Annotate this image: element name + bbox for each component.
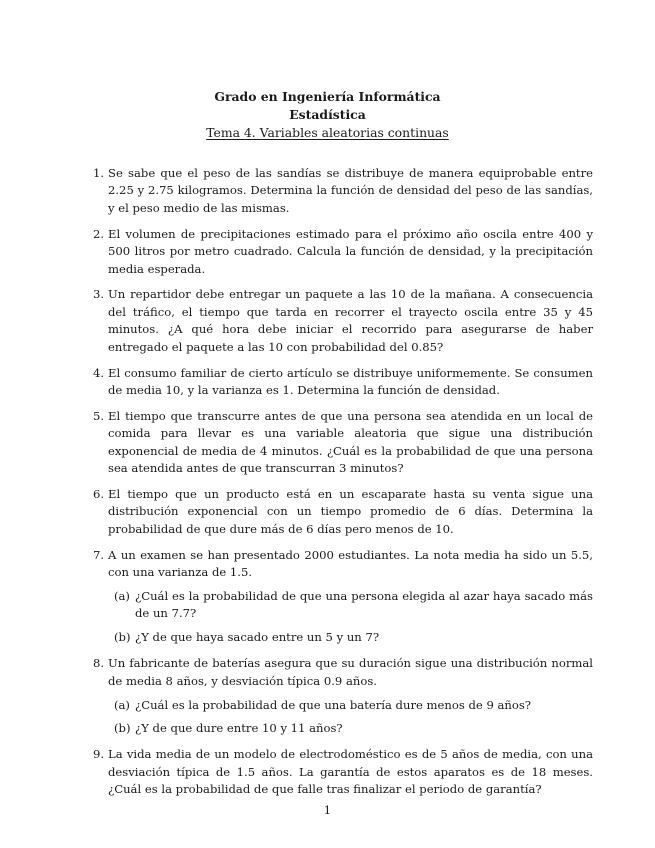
problem-text: El consumo familiar de cierto artículo se distribuye uniformemente. Se consumen de media 10, y la varianza es 1. Determina la función de densidad. [108, 365, 593, 397]
document-header [0, 88, 655, 142]
problem-number: 4. [92, 365, 104, 380]
subproblem-7a [108, 588, 593, 623]
problem-text: El volumen de precipitaciones estimado para el próximo año oscila entre 400 y 500 litros por metro cuadrado. Calcula la función de densidad, y la precipitación media esperada. [108, 226, 593, 276]
problem-text: A un examen se han presentado 2000 estudiantes. La nota media ha sido un 5.5, con una varianza de 1.5. [108, 547, 593, 580]
problem-text: Un fabricante de baterías asegura que su duración sigue una distribución normal de media 8 años, y desviación típica 0.9 años. [108, 656, 593, 688]
problem-8 [90, 655, 593, 738]
problem-number: 9. [92, 747, 104, 762]
problem-number: 7. [92, 547, 104, 562]
problem-5 [90, 408, 593, 478]
problem-text: El tiempo que transcurre antes de que una persona sea atendida en un local de comida para llevar es una variable aleatoria que sigue una distribución exponencial de media de 4 minutos. ¿Cuál es la probabilidad de que una persona sea atendida antes de que transcurran 3 minutos? [108, 408, 593, 476]
problem-number: 1. [92, 166, 104, 180]
topic-title: Tema 4. Variables aleatorias continuas [206, 125, 449, 140]
problem-list [90, 165, 593, 807]
problem-text: La vida media de un modelo de electrodoméstico es de 5 años de media, con una desviación típica de 1.5 años. La garantía de estos aparatos es de 18 meses. ¿Cuál es la probabilidad de que falle tras finalizar el periodo de garantía? [108, 747, 593, 797]
problem-text: El tiempo que un producto está en un escaparate hasta su venta sigue una distribución exponencial con un tiempo promedio de 6 días. Determina la probabilidad de que dure más de 6 días pero menos de 10. [108, 487, 593, 536]
subproblem-label: (a) [114, 589, 130, 604]
subproblem-8a [108, 697, 593, 714]
subproblem-7b [108, 629, 593, 646]
subproblem-text: ¿Y de que haya sacado entre un 5 y un 7? [135, 630, 380, 645]
subproblem-label: (b) [114, 721, 131, 736]
problem-1 [90, 165, 593, 217]
course-title: Estadística [289, 107, 366, 122]
problem-6 [90, 486, 593, 538]
problem-text: Un repartidor debe entregar un paquete a las 10 de la mañana. A consecuencia del tráfico, el tiempo que tarda en recorrer el trayecto oscila entre 35 y 45 minutos. ¿A qué hora debe iniciar el recorrido para asegurarse de haber entregado el paquete a las 10 con probabilidad del 0.85? [108, 287, 593, 354]
problem-4 [90, 365, 593, 400]
problem-number: 5. [92, 408, 104, 423]
problem-number: 3. [92, 287, 104, 302]
subproblem-text: ¿Cuál es la probabilidad de que una persona elegida al azar haya sacado más de un 7.7? [135, 589, 593, 621]
subproblem-label: (a) [114, 697, 130, 712]
problem-number: 6. [92, 487, 104, 501]
page-number: 1 [323, 803, 332, 817]
problem-number: 2. [92, 226, 104, 241]
subproblem-8b [108, 720, 593, 737]
problem-text: Se sabe que el peso de las sandías se distribuye de manera equiprobable entre 2.25 y 2.75 kilogramos. Determina la función de densidad del peso de las sandías, y el peso medio de las mismas. [108, 166, 593, 215]
problem-7 [90, 547, 593, 647]
problem-9 [90, 746, 593, 798]
subproblem-text: ¿Cuál es la probabilidad de que una batería dure menos de 9 años? [135, 697, 532, 712]
subproblem-text: ¿Y de que dure entre 10 y 11 años? [135, 721, 343, 736]
problem-3 [90, 286, 593, 356]
degree-title: Grado en Ingeniería Informática [214, 89, 441, 104]
problem-2 [90, 226, 593, 278]
problem-number: 8. [92, 656, 104, 671]
subproblem-label: (b) [114, 630, 131, 645]
